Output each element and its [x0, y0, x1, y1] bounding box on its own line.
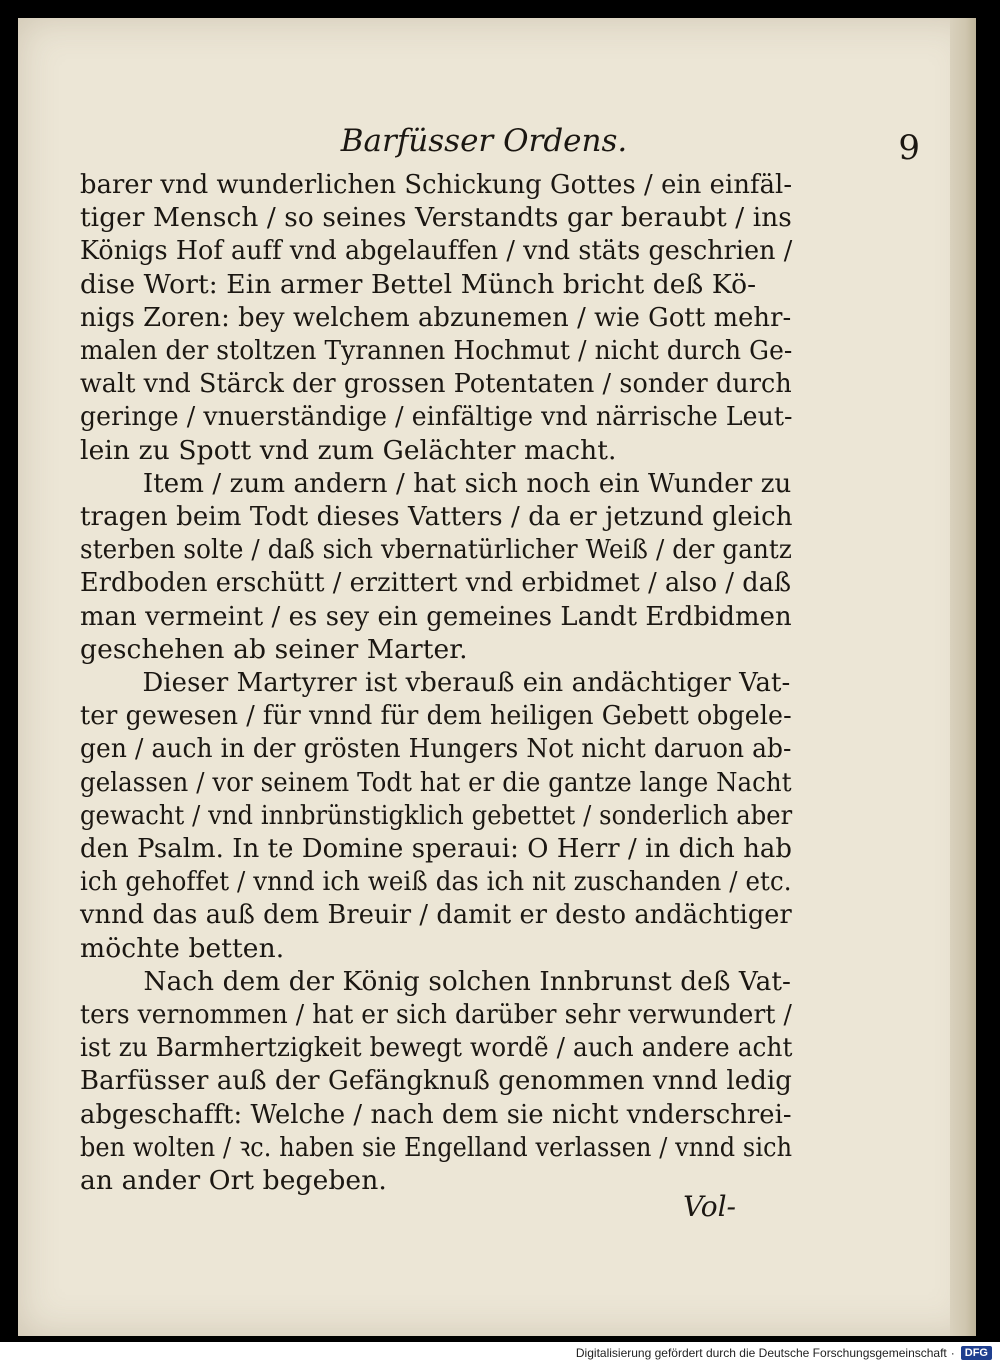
text-line: Erdboden erschütt / erzittert vnd erbidmet / also / daß	[80, 567, 792, 599]
text-line: sterben solte / daß sich vbernatürlicher Weiß / der gantz	[80, 534, 792, 566]
dfg-logo-icon: DFG	[961, 1346, 992, 1360]
text-line: nigs Zoren: bey welchem abzunemen / wie Gott mehr-	[80, 301, 792, 333]
paragraph-2	[80, 467, 792, 666]
text-line: Barfüsser auß der Gefängknuß genommen vnnd ledig	[80, 1065, 793, 1097]
text-line: Item / zum andern / hat sich noch ein Wunder zu	[142, 467, 792, 499]
text-line: abgeschafft: Welche / nach dem sie nicht vnderschrei-	[80, 1098, 792, 1130]
text-line: Nach dem der König solchen Innbrunst deß Vat-	[143, 965, 792, 997]
footer-credit-text: Digitalisierung gefördert durch die Deutsche Forschungsgemeinschaft	[575, 1346, 947, 1360]
text-line: gelassen / vor seinem Todt hat er die gantze lange Nacht	[80, 766, 792, 798]
text-line: gewacht / vnd innbrünstigklich gebettet / sonderlich aber	[80, 799, 793, 831]
paragraph-1	[80, 168, 792, 467]
page-edge-shadow	[950, 18, 976, 1336]
text-line: ist zu Barmhertzigkeit bewegt wordẽ / auch andere acht	[80, 1032, 793, 1064]
text-line: geschehen ab seiner Marter.	[80, 633, 468, 665]
digitization-footer	[0, 1342, 1000, 1364]
text-line: ich gehoffet / vnnd ich weiß das ich nit zuschanden / etc.	[80, 866, 792, 898]
text-line: ters vernommen / hat er sich darüber sehr verwundert /	[80, 999, 792, 1031]
text-line: tiger Mensch / so seines Verstandts gar beraubt / ins	[80, 202, 792, 234]
book-page	[18, 18, 976, 1336]
text-line: barer vnd wunderlichen Schickung Gottes / ein einfäl-	[80, 169, 793, 200]
text-line: ben wolten / ꝛc. haben sie Engelland verlassen / vnnd sich	[80, 1131, 793, 1163]
page-number: 9	[898, 128, 920, 168]
catchword: Vol-	[683, 1190, 736, 1223]
text-line: lein zu Spott vnd zum Gelächter macht.	[80, 434, 617, 466]
body-text	[80, 168, 792, 1197]
footer-separator: ·	[950, 1346, 955, 1360]
text-line: Königs Hof auff vnd abgelauffen / vnd stäts geschrien /	[80, 235, 793, 267]
text-line: an ander Ort begeben.	[80, 1165, 387, 1197]
text-line: ter gewesen / für vnnd für dem heiligen Gebett obgele-	[80, 700, 792, 732]
text-line: gen / auch in der grösten Hungers Not nicht daruon ab-	[80, 733, 792, 765]
text-line: geringe / vnuerständige / einfältige vnd närrische Leut-	[80, 401, 793, 433]
text-line: man vermeint / es sey ein gemeines Landt Erdbidmen	[80, 600, 792, 632]
text-line: möchte betten.	[80, 932, 285, 964]
paragraph-4	[80, 965, 792, 1197]
text-line: walt vnd Stärck der grossen Potentaten / sonder durch	[80, 368, 792, 400]
paragraph-3	[80, 666, 792, 965]
running-head: Barfüsser Ordens.	[340, 123, 628, 159]
text-line: dise Wort: Ein armer Bettel Münch bricht deß Kö-	[80, 268, 757, 300]
text-line: Dieser Martyrer ist vberauß ein andächtiger Vat-	[142, 667, 791, 699]
text-line: tragen beim Todt dieses Vatters / da er jetzund gleich	[80, 501, 793, 533]
text-line: vnnd das auß dem Breuir / damit er desto andächtiger	[80, 899, 792, 931]
text-line: den Psalm. In te Domine speraui: O Herr / in dich hab	[80, 833, 793, 865]
text-line: malen der stoltzen Tyrannen Hochmut / nicht durch Ge-	[80, 335, 793, 367]
